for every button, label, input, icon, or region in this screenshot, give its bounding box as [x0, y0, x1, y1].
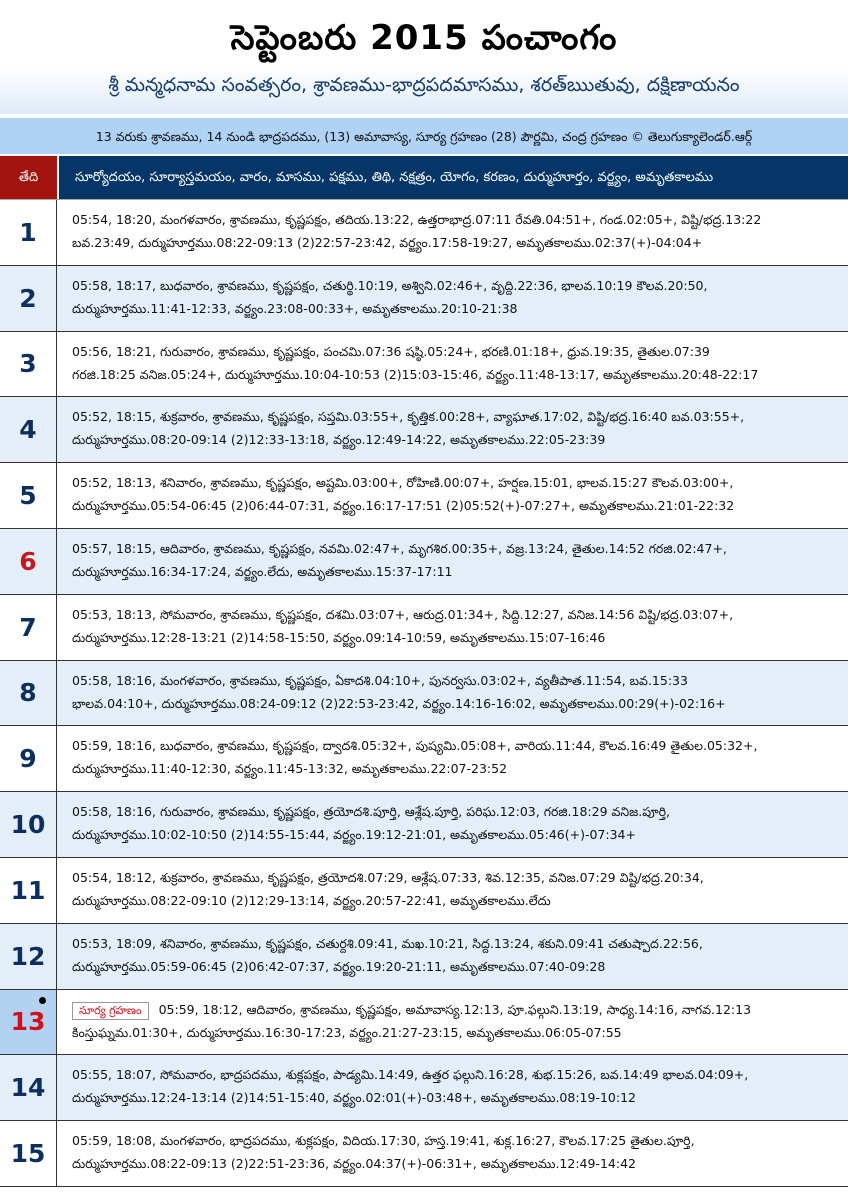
day-number: [0, 266, 57, 331]
details-line-1: 05:52, 18:15, శుక్రవారం, శ్రావణము, కృష్ణపక్షం, సప్తమి.03:55+, కృత్తిక.00:28+, వ్యాఘాత.17:02, విష్టి/భద్ర.16:40 బవ.03:55+,: [72, 409, 745, 425]
day-details: [57, 924, 848, 989]
table-row: [0, 990, 848, 1056]
day-label: 2: [19, 283, 37, 313]
day-label: 1: [19, 217, 37, 247]
info-bar: 13 వరుకు శ్రావణము, 14 నుండి భాద్రపదము, (13) అమావాస్య, సూర్య గ్రహణం (28) పౌర్ణమి, చంద్ర గ్రహణం © తెలుగుక్యాలెండర్.ఆర్గ్: [0, 118, 848, 156]
day-details: [57, 726, 848, 791]
table-row: [0, 266, 848, 332]
day-label: 12: [10, 941, 46, 971]
details-line-1: 05:58, 18:17, బుధవారం, శ్రావణము, కృష్ణపక్షం, చతుర్థి.10:19, అశ్విని.02:46+, వృద్ది.22:36, భాలవ.10:19 కౌలవ.20:50,: [72, 277, 708, 293]
details-line-2: దుర్ముహూర్తము.12:24-13:14 (2)14:51-15:40, వర్జ్యం.02:01(+)-03:48+, అమృతకాలము.08:19-10:12: [72, 1090, 636, 1106]
day-details: [57, 332, 848, 397]
table-row: [0, 1055, 848, 1121]
details-line-2: దుర్ముహూర్తము.08:22-09:10 (2)12:29-13:14, వర్జ్యం.20:57-22:41, అమృతకాలము.లేదు: [72, 892, 551, 908]
details-line-2: దుర్ముహూర్తము.16:34-17:24, వర్జ్యం.లేదు, అమృతకాలము.15:37-17:11: [72, 563, 453, 579]
table-row: [0, 529, 848, 595]
details-line-2: దుర్ముహూర్తము.05:59-06:45 (2)06:42-07:37, వర్జ్యం.19:20-21:11, అమృతకాలము.07:40-09:28: [72, 958, 606, 974]
table-row: [0, 332, 848, 398]
day-label: 11: [10, 875, 46, 905]
day-number: [0, 332, 57, 397]
details-line-2: భాలవ.04:10+, దుర్ముహూర్తము.08:24-09:12 (2)22:53-23:42, వర్జ్యం.14:16-16:02, అమృతకాలము.00:29(+)-02:16+: [72, 695, 726, 711]
day-label: 13: [10, 1007, 46, 1037]
details-line-1: 05:56, 18:21, గురువారం, శ్రావణము, కృష్ణపక్షం, పంచమి.07:36 షష్ఠి.05:24+, భరణి.01:18+, ధ్రువ.19:35, తైతుల.07:39: [72, 343, 710, 359]
subtitle: శ్రీ మన్మధనామ సంవత్సరం, శ్రావణము-భాద్రపదమాసము, శరత్‌ఋతువు, దక్షిణాయనం: [0, 68, 848, 114]
details-line-2: దుర్ముహూర్తము.08:22-09:13 (2)22:51-23:36, వర్జ్యం.04:37(+)-06:31+, అమృతకాలము.12:49-14:42: [72, 1156, 636, 1172]
day-label: 7: [19, 612, 37, 642]
day-number: [0, 529, 57, 594]
day-details: [57, 397, 848, 462]
event-dot-icon: [39, 997, 46, 1004]
day-label: 4: [19, 415, 37, 445]
day-details: [57, 529, 848, 594]
day-number: [0, 858, 57, 923]
day-number: [0, 397, 57, 462]
day-details: [57, 595, 848, 660]
day-number: [0, 1055, 57, 1120]
day-details: [57, 792, 848, 857]
details-line-1: 05:58, 18:16, మంగళవారం, శ్రావణము, కృష్ణపక్షం, ఏకాదశి.04:10+, పునర్వసు.03:02+, వ్యతీపాత.11:54, బవ.15:33: [72, 672, 688, 688]
eclipse-badge: సూర్య గ్రహణం: [72, 1002, 149, 1020]
table-row: [0, 200, 848, 266]
day-label: 14: [10, 1073, 46, 1103]
table-row: [0, 726, 848, 792]
day-details: [57, 990, 848, 1055]
day-label: 8: [19, 678, 37, 708]
day-number: [0, 661, 57, 726]
details-line-2: బవ.23:49, దుర్ముహూర్తము.08:22-09:13 (2)22:57-23:42, వర్జ్యం.17:58-19:27, అమృతకాలము.02:37(+)-04:04+: [72, 235, 703, 250]
details-line-2: దుర్ముహూర్తము.11:40-12:30, వర్జ్యం.11:45-13:32, అమృతకాలము.22:07-23:52: [72, 761, 508, 777]
day-number: [0, 924, 57, 989]
details-column-header: సూర్యోదయం, సూర్యాస్తమయం, వారం, మాసము, పక్షము, తిథి, నక్షత్రం, యోగం, కరణం, దుర్ముహూర్తం, వర్జ్యం, అమృతకాలము: [57, 156, 848, 199]
details-line-1: 05:54, 18:12, శుక్రవారం, శ్రావణము, కృష్ణపక్షం, త్రయోదశి.07:29, ఆశ్లేష.07:33, శివ.12:35, వనిజ.07:29 విష్టి/భద్ర.20:34,: [72, 869, 704, 885]
details-line-1: 05:58, 18:16, గురువారం, శ్రావణము, కృష్ణపక్షం, త్రయోదశి.పూర్తి, ఆశ్లేష.పూర్తి, పరిఘ.12:03, గరజి.18:29 వనిజ.పూర్తి,: [72, 804, 671, 820]
day-label: 5: [19, 481, 37, 511]
table-header: [0, 156, 848, 200]
details-line-1: 05:59, 18:08, మంగళవారం, భాద్రపదము, శుక్లపక్షం, విదియ.17:30, హస్త.19:41, శుక్ల.16:27, కౌలవ.17:25 తైతుల.పూర్తి,: [72, 1133, 695, 1149]
day-number: [0, 595, 57, 660]
day-number: [0, 200, 57, 265]
details-line-1: 05:59, 18:16, బుధవారం, శ్రావణము, కృష్ణపక్షం, ద్వాదశి.05:32+, పుష్యమి.05:08+, వారియ.11:44, కౌలవ.16:49 తైతుల.05:32+,: [72, 738, 758, 754]
day-details: [57, 463, 848, 528]
day-label: 10: [10, 810, 46, 840]
details-line-2: కింస్తుఘ్నమ.01:30+, దుర్ముహూర్తము.16:30-17:23, వర్జ్యం.21:27-23:15, అమృతకాలము.06:05-07:55: [72, 1024, 622, 1040]
details-line-2: దుర్ముహూర్తము.11:41-12:33, వర్జ్యం.23:08-00:33+, అమృతకాలము.20:10-21:38: [72, 300, 518, 316]
table-row: [0, 858, 848, 924]
day-number: [0, 726, 57, 791]
day-label: 9: [19, 744, 37, 774]
day-number: [0, 990, 57, 1055]
details-line-1: 05:52, 18:13, శనివారం, శ్రావణము, కృష్ణపక్షం, అష్టమి.03:00+, రోహిణి.00:07+, హర్షణ.15:01, భాలవ.15:27 కౌలవ.03:00+,: [72, 475, 734, 491]
table-row: [0, 463, 848, 529]
day-details: [57, 1121, 848, 1186]
details-line-1: 05:53, 18:09, శనివారం, శ్రావణము, కృష్ణపక్షం, చతుర్దశి.09:41, మఖ.10:21, సిద్ద.13:24, శకుని.09:41 చతుష్పాద.22:56,: [72, 935, 703, 951]
day-details: [57, 661, 848, 726]
table-row: [0, 595, 848, 661]
details-line-1: 05:59, 18:12, ఆదివారం, శ్రావణము, కృష్ణపక్షం, అమావాస్య.12:13, పూ.ఫల్గుని.13:19, సాధ్య.14:16, నాగవ.12:13: [158, 1001, 752, 1017]
details-line-2: దుర్ముహూర్తము.12:28-13:21 (2)14:58-15:50, వర్జ్యం.09:14-10:59, అమృతకాలము.15:07-16:46: [72, 629, 606, 645]
day-details: [57, 266, 848, 331]
details-line-2: గరజి.18:25 వనిజ.05:24+, దుర్ముహూర్తము.10:04-10:53 (2)15:03-15:46, వర్జ్యం.11:48-13:17, అమృతకాలము.20:48-22:17: [72, 366, 759, 382]
details-line-1: 05:54, 18:20, మంగళవారం, శ్రావణము, కృష్ణపక్షం, తదియ.13:22, ఉత్తరాభాద్ర.07:11 రేవతి.04:51+, గండ.02:05+, విష్టి/భద్ర.13:22: [72, 212, 762, 227]
table-row: [0, 792, 848, 858]
table-row: [0, 661, 848, 727]
date-column-header: తేది: [0, 156, 57, 199]
details-line-1: 05:53, 18:13, సోమవారం, శ్రావణము, కృష్ణపక్షం, దశమి.03:07+, ఆరుద్ర.01:34+, సిద్ది.12:27, వనిజ.14:56 విష్టి/భద్ర.03:07+,: [72, 606, 734, 622]
details-line-1: 05:57, 18:15, ఆదివారం, శ్రావణము, కృష్ణపక్షం, నవమి.02:47+, మృగశిర.00:35+, వజ్ర.13:24, తైతుల.14:52 గరజి.02:47+,: [72, 540, 727, 556]
day-details: [57, 1055, 848, 1120]
day-details: [57, 858, 848, 923]
day-number: [0, 792, 57, 857]
day-label: 6: [19, 546, 37, 576]
page-title: సెప్టెంబరు 2015 పంచాంగం: [230, 18, 618, 58]
details-line-2: దుర్ముహూర్తము.10:02-10:50 (2)14:55-15:44, వర్జ్యం.19:12-21:01, అమృతకాలము.05:46(+)-07:34+: [72, 827, 636, 843]
day-number: [0, 1121, 57, 1186]
day-number: [0, 463, 57, 528]
day-label: 3: [19, 349, 37, 379]
table-row: [0, 397, 848, 463]
details-line-2: దుర్ముహూర్తము.05:54-06:45 (2)06:44-07:31, వర్జ్యం.16:17-17:51 (2)05:52(+)-07:27+, అమృతకాలము.21:01-22:32: [72, 498, 735, 514]
details-line-2: దుర్ముహూర్తము.08:20-09:14 (2)12:33-13:18, వర్జ్యం.12:49-14:22, అమృతకాలము.22:05-23:39: [72, 432, 606, 448]
day-label: 15: [10, 1139, 46, 1169]
calendar-table: [0, 200, 848, 1187]
details-line-1: 05:55, 18:07, సోమవారం, భాద్రపదము, శుక్లపక్షం, పాడ్యమి.14:49, ఉత్తర ఫల్గుని.16:28, శుభ.15:26, బవ.14:49 భాలవ.04:09+,: [72, 1067, 749, 1083]
table-row: [0, 1121, 848, 1187]
day-details: [57, 200, 848, 265]
table-row: [0, 924, 848, 990]
